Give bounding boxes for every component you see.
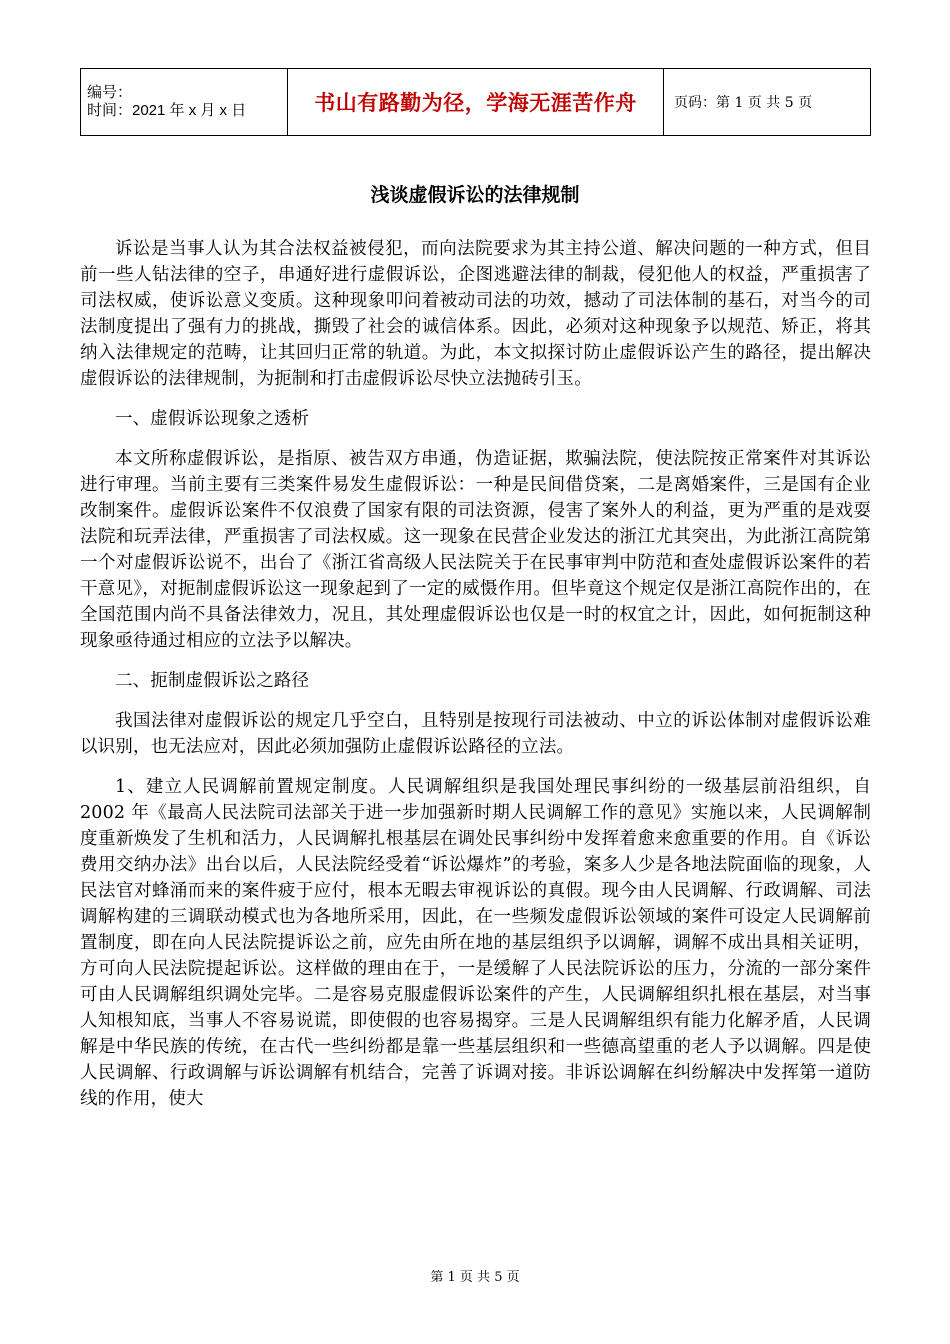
- section-heading: 一、虚假诉讼现象之透析: [115, 409, 310, 429]
- time-label: 时间：2021 年 x 月 x 日: [87, 102, 247, 119]
- document-title: 浅谈虚假诉讼的法律规制: [370, 184, 580, 206]
- header-motto: 书山有路勤为径，学海无涯苦作舟: [288, 69, 664, 136]
- page-footer: 第 1 页 共 5 页: [430, 1270, 520, 1285]
- section-heading: 二、扼制虚假诉讼之路径: [115, 671, 310, 691]
- header-meta-cell: [81, 69, 288, 136]
- paragraph: 本文所称虚假诉讼，是指原、被告双方串通，伪造证据，欺骗法院，使法院按正常案件对其诉讼进行审理。当前主要有三类案件易发生虚假诉讼：一种是民间借贷案，二是离婚案件，三是国有企业改制案件。虚假诉讼案件不仅浪费了国家有限的司法资源，侵害了案外人的利益，更为严重的是戏耍法院和玩弄法律，严重损害了司法权威。这一现象在民营企业发达的浙江尤其突出，为此浙江高院第一个对虚假诉讼说不，出台了《浙江省高级人民法院关于在民事审判中防范和查处虚假诉讼案件的若干意见》，对扼制虚假诉讼这一现象起到了一定的威慑作用。但毕竟这个规定仅是浙江高院作出的，在全国范围内尚不具备法律效力，况且，其处理虚假诉讼也仅是一时的权宜之计，因此，如何扼制这种现象亟待通过相应的立法予以解决。: [80, 449, 871, 651]
- paragraph: 诉讼是当事人认为其合法权益被侵犯，而向法院要求为其主持公道、解决问题的一种方式，但目前一些人钻法律的空子，串通好进行虚假诉讼，企图逃避法律的制裁，侵犯他人的权益，严重损害了司法权威，使诉讼意义变质。这种现象叩问着被动司法的功效，撼动了司法体制的基石，对当今的司法制度提出了强有力的挑战，撕毁了社会的诚信体系。因此，必须对这种现象予以规范、矫正，将其纳入法律规定的范畴，让其回归正常的轨道。为此，本文拟探讨防止虚假诉讼产生的路径，提出解决虚假诉讼的法律规制，为扼制和打击虚假诉讼尽快立法抛砖引玉。: [80, 239, 871, 389]
- paragraph: 1、建立人民调解前置规定制度。人民调解组织是我国处理民事纠纷的一级基层前沿组织，自 2002 年《最高人民法院司法部关于进一步加强新时期人民调解工作的意见》实施以来，人民调解制度重新焕发了生机和活力，人民调解扎根基层在调处民事纠纷中发挥着愈来愈重要的作用。自《诉讼费用交纳办法》出台以后，人民法院经受着“诉讼爆炸”的考验，案多人少是各地法院面临的现象，人民法官对蜂涌而来的案件疲于应付，根本无暇去审视诉讼的真假。现今由人民调解、行政调解、司法调解构建的三调联动模式也为各地所采用，因此，在一些频发虚假诉讼领域的案件可设定人民调解前置制度，即在向人民法院提诉讼之前，应先由所在地的基层组织予以调解，调解不成出具相关证明，方可向人民法院提起诉讼。这样做的理由在于，一是缓解了人民法院诉讼的压力，分流的一部分案件可由人民调解组织调处完毕。二是容易克服虚假诉讼案件的产生，人民调解组织扎根在基层，对当事人知根知底，当事人不容易说谎，即使假的也容易揭穿。三是人民调解组织有能力化解矛盾，人民调解是中华民族的传统，在古代一些纠纷都是靠一些基层组织和一些德高望重的老人予以调解。四是使人民调解、行政调解与诉讼调解有机结合，完善了诉调对接。非诉讼调解在纠纷解决中发挥第一道防线的作用，使大: [80, 777, 871, 1109]
- number-label: 编号：: [87, 84, 133, 101]
- paragraph: 我国法律对虚假诉讼的规定几乎空白，且特别是按现行司法被动、中立的诉讼体制对虚假诉讼难以识别，也无法应对，因此必须加强防止虚假诉讼路径的立法。: [80, 711, 871, 757]
- document-body: [80, 236, 871, 1126]
- header-page-info: 页码：第 1 页 共 5 页: [664, 69, 871, 136]
- document-header: [80, 68, 871, 136]
